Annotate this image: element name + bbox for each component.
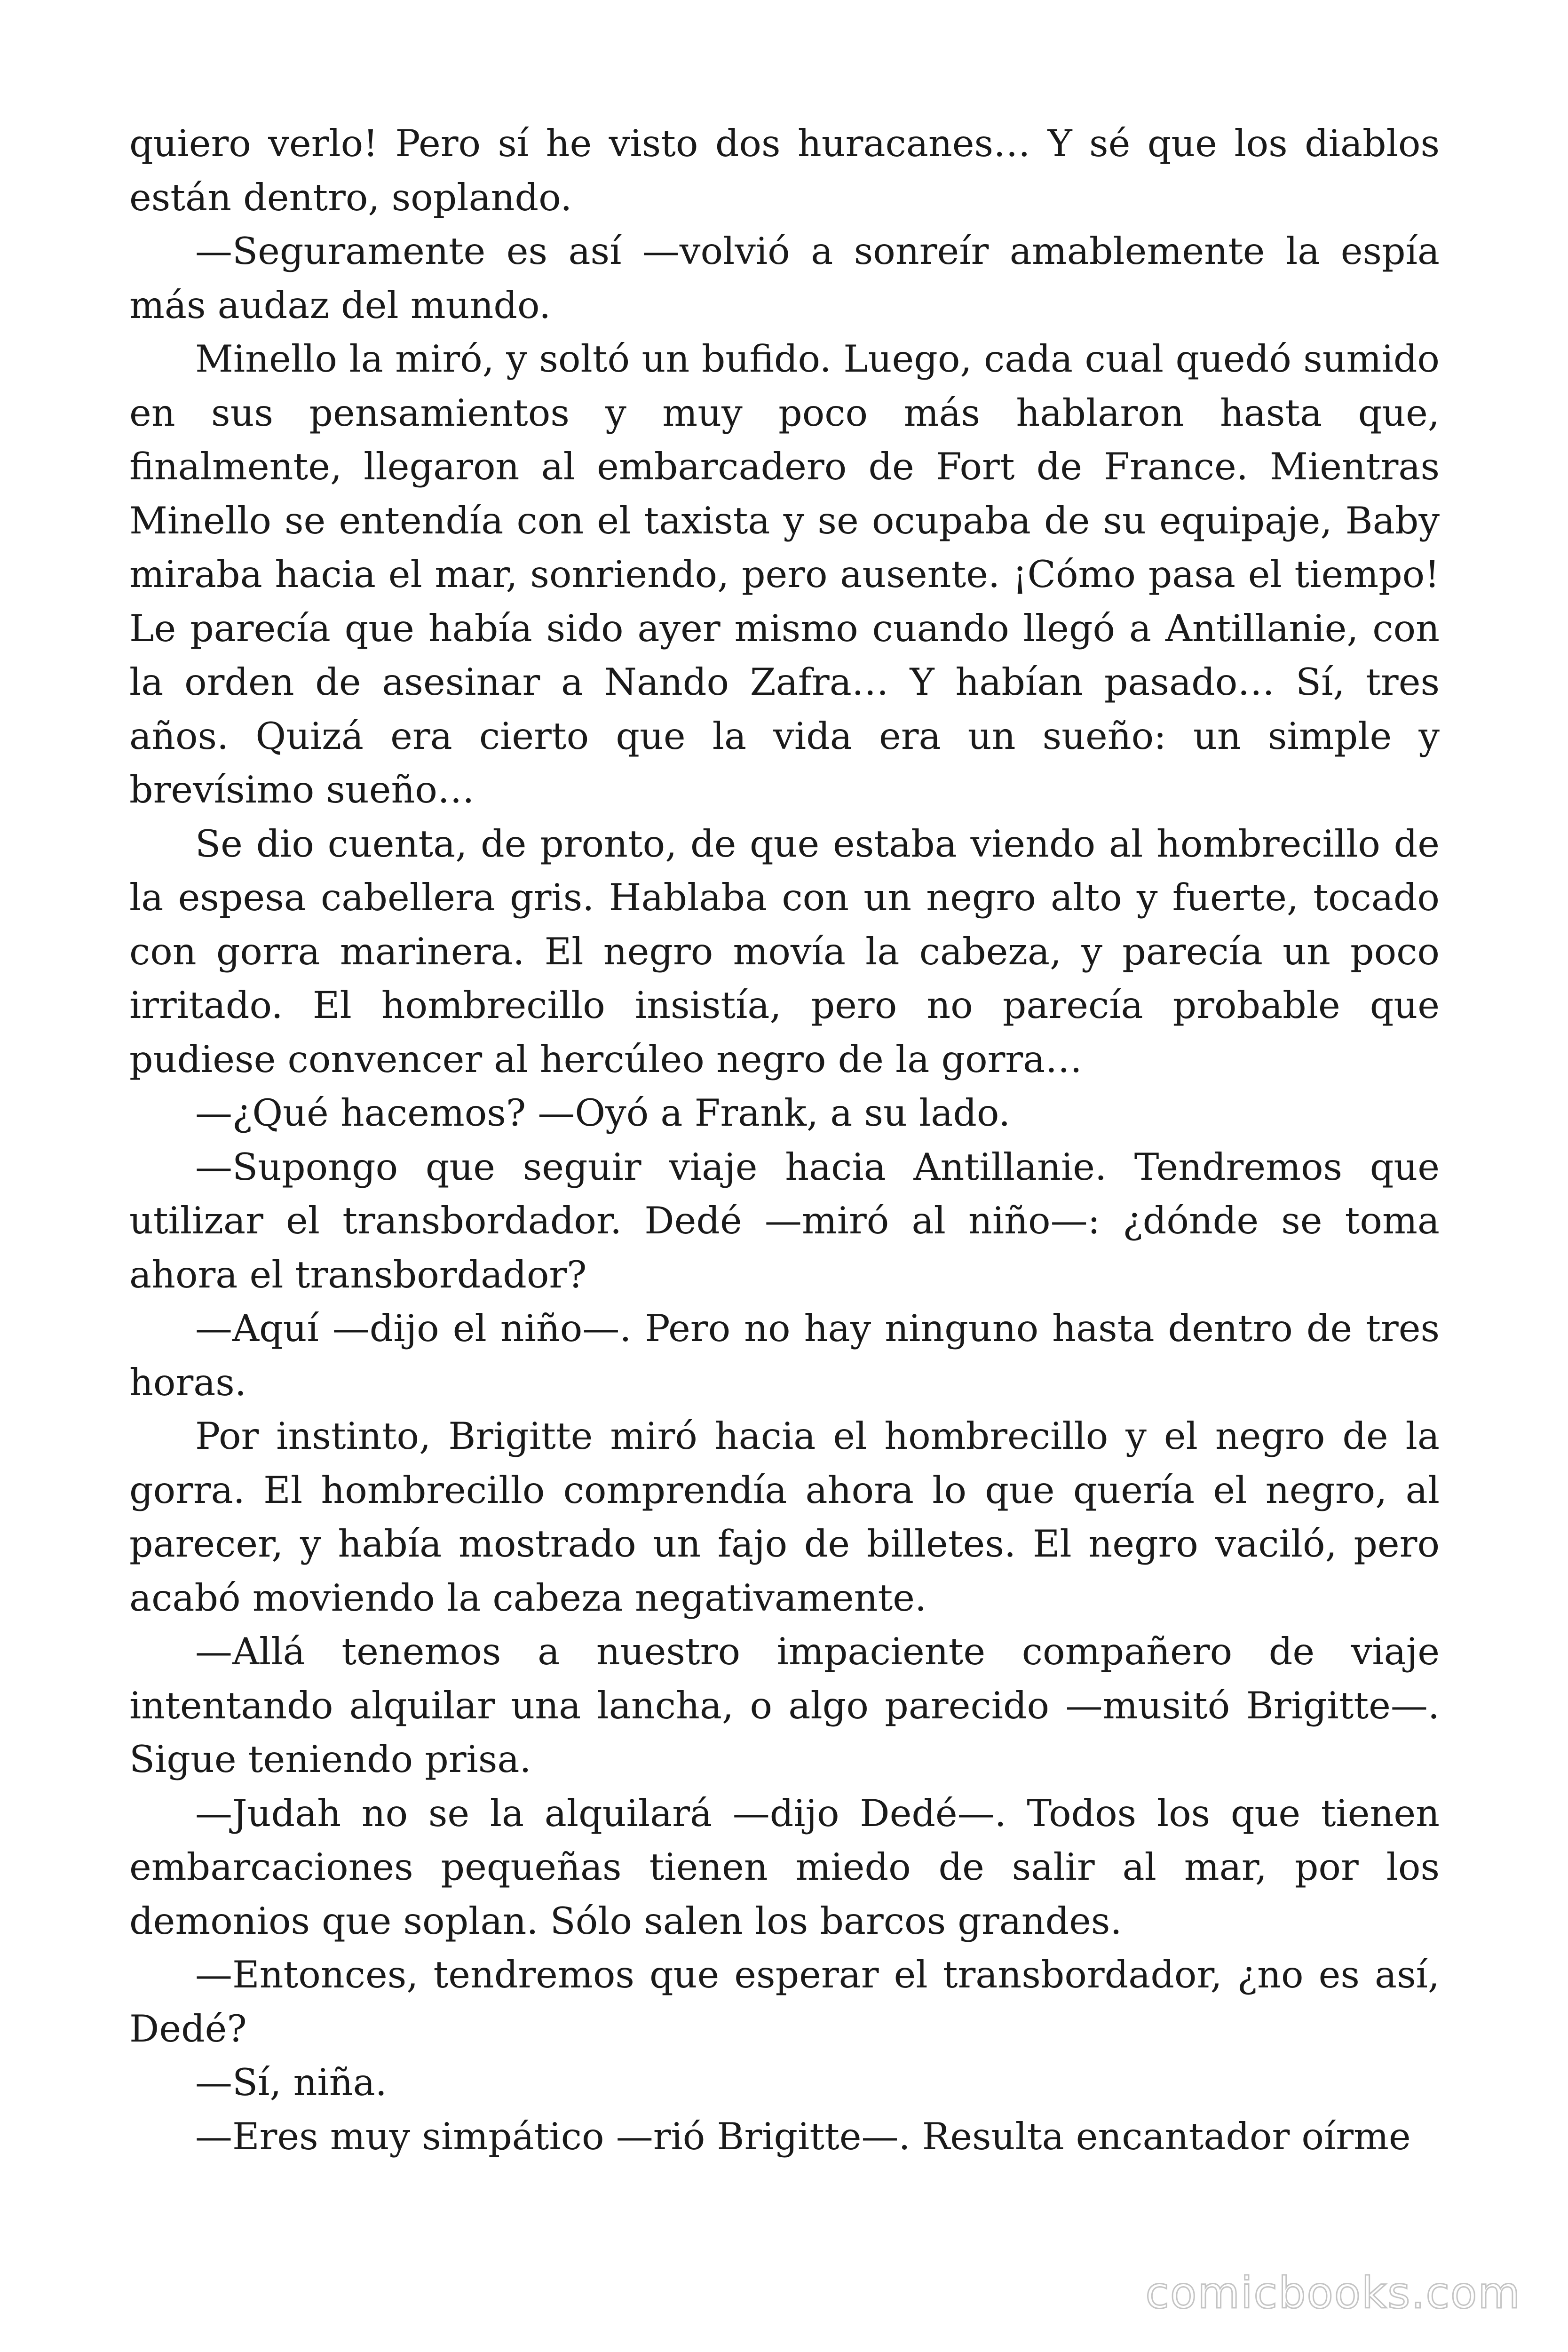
- paragraph-1: quiero verlo! Pero sí he visto dos huracanes… Y sé que los diablos están dentro, soplando.: [129, 122, 1440, 219]
- paragraph-9: —Allá tenemos a nuestro impaciente compañero de viaje intentando alquilar una lancha, o algo parecido —musitó Brigitte—. Sigue teniendo prisa.: [129, 1630, 1440, 1781]
- paragraph-7: —Aquí —dijo el niño—. Pero no hay ninguno hasta dentro de tres horas.: [129, 1307, 1440, 1404]
- paragraph-13: —Eres muy simpático —rió Brigitte—. Resulta encantador oírme: [195, 2114, 1411, 2158]
- watermark-logo: comicbooks.com: [1145, 2268, 1521, 2318]
- paragraph-12: —Sí, niña.: [195, 2061, 387, 2104]
- page-body-text: [129, 117, 1440, 2163]
- paragraph-11: —Entonces, tendremos que esperar el transbordador, ¿no es así, Dedé?: [129, 1953, 1440, 2050]
- paragraph-5: —¿Qué hacemos? —Oyó a Frank, a su lado.: [195, 1091, 1011, 1135]
- paragraph-2: —Seguramente es así —volvió a sonreír amablemente la espía más audaz del mundo.: [129, 230, 1440, 327]
- paragraph-6: —Supongo que seguir viaje hacia Antillanie. Tendremos que utilizar el transbordador. Dedé —miró al niño—: ¿dónde se toma ahora el transbordador?: [129, 1145, 1440, 1296]
- paragraph-4: Se dio cuenta, de pronto, de que estaba viendo al hombrecillo de la espesa cabellera gris. Hablaba con un negro alto y fuerte, tocado con gorra marinera. El negro movía la cabeza, y parecía un poco irritado. El hombrecillo insistía, pero no parecía probable que pudiese convencer al hercúleo negro de la gorra…: [129, 822, 1440, 1081]
- paragraph-10: —Judah no se la alquilará —dijo Dedé—. Todos los que tienen embarcaciones pequeñas tienen miedo de salir al mar, por los demonios que soplan. Sólo salen los barcos grandes.: [129, 1791, 1440, 1943]
- paragraph-3: Minello la miró, y soltó un bufido. Luego, cada cual quedó sumido en sus pensamientos y muy poco más hablaron hasta que, finalmente, llegaron al embarcadero de Fort de France. Mientras Minello se entendía con el taxista y se ocupaba de su equipaje, Baby miraba hacia el mar, sonriendo, pero ausente. ¡Cómo pasa el tiempo! Le parecía que había sido ayer mismo cuando llegó a Antillanie, con la orden de asesinar a Nando Zafra… Y habían pasado… Sí, tres años. Quizá era cierto que la vida era un sueño: un simple y brevísimo sueño…: [129, 337, 1440, 811]
- paragraph-8: Por instinto, Brigitte miró hacia el hombrecillo y el negro de la gorra. El hombrecillo comprendía ahora lo que quería el negro, al parecer, y había mostrado un fajo de billetes. El negro vaciló, pero acabó moviendo la cabeza negativamente.: [129, 1414, 1440, 1620]
